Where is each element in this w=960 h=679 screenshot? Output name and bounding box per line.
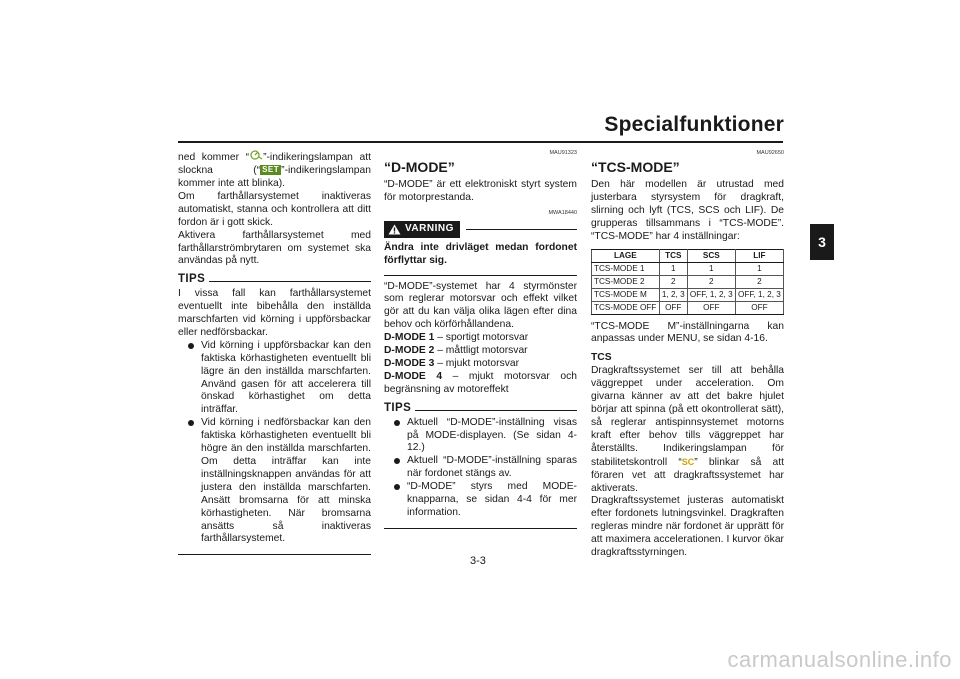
table-cell: 2: [659, 275, 687, 288]
warning-end-rule: [384, 275, 577, 276]
paragraph: Dragkraftssystemet justeras automatiskt efter fordonets lutningsvinkel. Dragkraften regleras mindre när fordonet är upprätt för att maximera accelerationen. I kurvor ökar dragkraftsstyrningen.: [591, 495, 784, 559]
warning-triangle-icon: [388, 224, 401, 235]
table-row: [592, 288, 784, 301]
tips-list: [178, 340, 371, 547]
mode-line: D-MODE 4 – mjukt motorsvar och begränsning av motoreffekt: [384, 370, 577, 395]
subsection-title-tcs: TCS: [591, 352, 612, 364]
column-3: [591, 150, 784, 560]
table-cell: TCS-MODE OFF: [592, 301, 660, 314]
table-cell: TCS-MODE 1: [592, 262, 660, 275]
mode-line: D-MODE 2 – måttligt motorsvar: [384, 345, 528, 357]
table-cell: 1: [687, 262, 735, 275]
table-cell: TCS-MODE 2: [592, 275, 660, 288]
paragraph: “TCS-MODE M”-inställningarna kan anpassas under MENU, se sidan 4-16.: [591, 320, 784, 345]
warning-text: Ändra inte drivläget medan fordonet förflyttar sig.: [384, 241, 577, 266]
column-1: [178, 150, 371, 555]
warning-header: [384, 221, 577, 238]
tips-end-rule: [384, 528, 577, 529]
page-number: 3-3: [470, 555, 486, 567]
table-cell: OFF, 1, 2, 3: [687, 288, 735, 301]
stability-control-icon: SC: [681, 456, 695, 467]
paragraph: “D-MODE” är ett elektroniskt styrt system för motorprestanda.: [384, 179, 577, 203]
table-cell: 2: [735, 275, 783, 288]
table-header-row: [592, 249, 784, 262]
section-title-d-mode: “D-MODE”: [384, 159, 455, 175]
header-rule: [178, 141, 783, 143]
table-header-cell: LIF: [735, 249, 783, 262]
section-title-tcs-mode: “TCS-MODE”: [591, 159, 680, 175]
table-cell: 2: [687, 275, 735, 288]
table-cell: 1: [659, 262, 687, 275]
paragraph: Aktivera farthållarsystemet med farthållarströmbrytaren om systemet ska användas på nytt.: [178, 229, 371, 267]
table-cell: OFF, 1, 2, 3: [735, 288, 783, 301]
table-cell: OFF: [735, 301, 783, 314]
list-item: Vid körning i uppförsbackar kan den faktiska körhastigheten eventuellt bli lägre än den inställda marschfarten. Använd gasen för att accelerera till önskad körhastighet om detta inträffar.: [186, 340, 371, 417]
list-item: Vid körning i nedförsbackar kan den faktiska körhastigheten eventuellt bli högre än den inställda marschfarten. Om detta inträffar kan inte inställningsknappen användas för att justera den inställda marschfarten. Ansätt bromsarna för att minska körhastigheten. När bromsarna ansätts så inaktiveras farthållarsystemet.: [186, 417, 371, 546]
tips-end-rule: [178, 554, 371, 555]
mode-line: D-MODE 1 – sportigt motorsvar: [384, 332, 529, 344]
table-header-cell: LAGE: [592, 249, 660, 262]
table-row: [592, 301, 784, 314]
cruise-control-icon: [249, 150, 263, 165]
chapter-tab: 3: [810, 224, 834, 260]
table-row: [592, 275, 784, 288]
column-2: [384, 150, 577, 529]
tcs-paragraph: Dragkraftssystemet ser till att behålla väggreppet under acceleration. Om givarna känner av att det bakre hjulet börjar att spinna (på ett okontrollerat sätt), så reglerar antispinnsystemet motorns kraft efter behov tills väggreppet har återställts. Indikeringslampan för stabilitetskontroll “SC” blinkar så att föraren vet att dragkraftssystemet har aktiverats.: [591, 365, 785, 494]
mode-line: D-MODE 3 – mjukt motorsvar: [384, 357, 520, 369]
tips-list: [384, 417, 577, 520]
table-cell: 1: [735, 262, 783, 275]
table-cell: OFF: [659, 301, 687, 314]
tcs-mode-table: [591, 249, 784, 315]
table-header-cell: TCS: [659, 249, 687, 262]
set-indicator-icon: SET: [262, 165, 280, 175]
paragraph: Den här modellen är utrustad med justerbara styrsystem för dragkraft, slirning och lyft (TCS, SCS och LIF). De grupperas tillsammans i “TCS-MODE”. “TCS-MODE” har 4 inställningar:: [591, 179, 784, 242]
cruise-intro: ned kommer “ ”-indikeringslampan att slockna (“ SET ”-indikeringslampan kommer inte att blinka).: [178, 150, 371, 191]
warning-badge: VARNING: [384, 221, 460, 238]
table-row: [592, 262, 784, 275]
list-item: Aktuell “D-MODE”-inställning visas på MODE-displayen. (Se sidan 4-12.): [392, 417, 577, 456]
paragraph: “D-MODE”-systemet har 4 styrmönster som reglerar motorsvar och effekt vilket gör att du kan välja olika lägen efter dina behov och körförhållandena.: [384, 280, 577, 331]
section-code: MAU91323: [549, 150, 577, 156]
table-cell: TCS-MODE M: [592, 288, 660, 301]
watermark: carmanualsonline.info: [727, 647, 952, 672]
list-item: Aktuell “D-MODE”-inställning sparas när fordonet stängs av.: [392, 455, 577, 481]
tips-header: TIPS: [384, 402, 577, 415]
table-header-cell: SCS: [687, 249, 735, 262]
section-code: MAU92650: [756, 150, 784, 156]
warning-code: MWA18440: [548, 209, 577, 216]
table-cell: OFF: [687, 301, 735, 314]
paragraph: Om farthållarsystemet inaktiveras automatiskt, stanna och kontrollera att ditt fordon är i gott skick.: [178, 190, 371, 228]
list-item: “D-MODE” styrs med MODE-knapparna, se sidan 4-4 för mer information.: [392, 481, 577, 520]
tips-text: I vissa fall kan farthållarsystemet eventuellt inte bibehålla den inställda marschfarten vid körning i uppförsbackar eller nedförsbackar.: [178, 288, 371, 338]
table-cell: 1, 2, 3: [659, 288, 687, 301]
page-title: Specialfunktioner: [604, 113, 784, 136]
tips-header: TIPS: [178, 273, 371, 286]
